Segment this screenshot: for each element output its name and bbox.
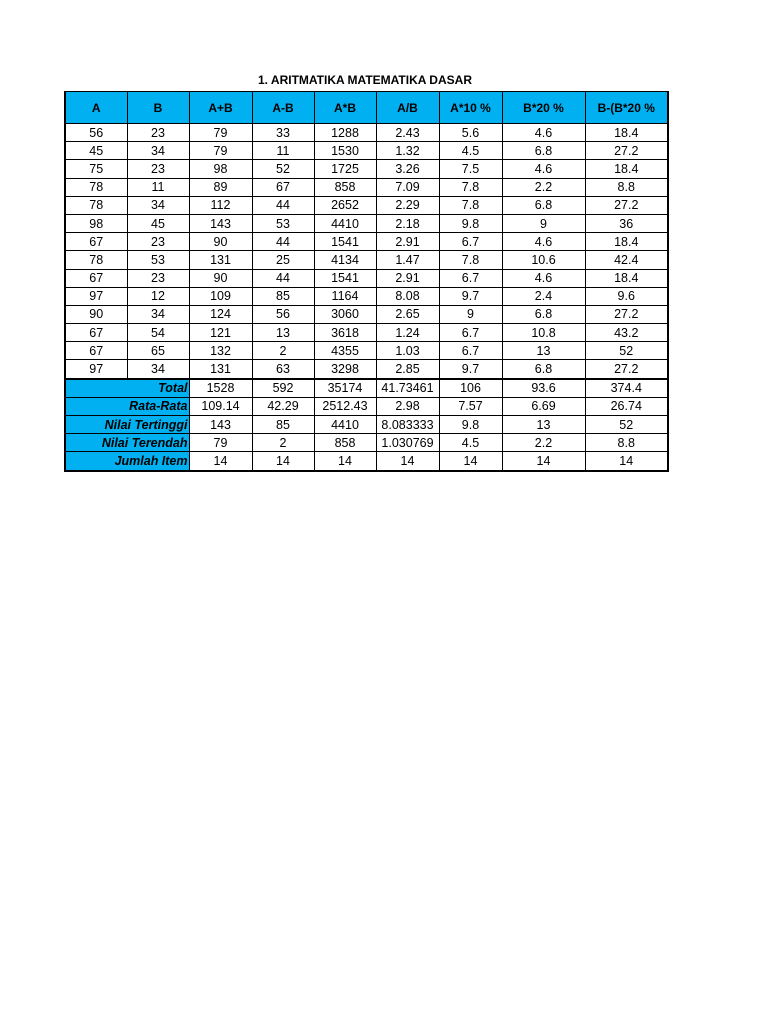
table-cell[interactable]: 4410 — [314, 214, 376, 232]
column-header-a-plus-b[interactable]: A+B — [189, 92, 252, 124]
summary-cell[interactable]: 14 — [585, 452, 668, 471]
table-cell[interactable]: 6.8 — [502, 196, 585, 214]
summary-cell[interactable]: 2 — [252, 434, 314, 452]
table-cell[interactable]: 6.8 — [502, 305, 585, 323]
summary-cell[interactable]: 109.14 — [189, 397, 252, 415]
table-row — [65, 287, 668, 305]
sheet-title: 1. ARITMATIKA MATEMATIKA DASAR — [258, 73, 472, 87]
table-cell[interactable]: 23 — [127, 233, 189, 251]
table-cell[interactable]: 2652 — [314, 196, 376, 214]
table-cell[interactable]: 1288 — [314, 124, 376, 142]
table-cell[interactable]: 9.8 — [439, 214, 502, 232]
table-cell[interactable]: 78 — [65, 196, 127, 214]
summary-cell[interactable]: 858 — [314, 434, 376, 452]
table-row — [65, 178, 668, 196]
table-cell[interactable]: 1541 — [314, 269, 376, 287]
summary-cell[interactable]: 13 — [502, 416, 585, 434]
summary-label[interactable]: Jumlah Item — [65, 452, 189, 471]
table-cell[interactable]: 23 — [127, 124, 189, 142]
summary-cell[interactable]: 1.030769 — [376, 434, 439, 452]
table-cell[interactable]: 1.47 — [376, 251, 439, 269]
table-cell[interactable]: 132 — [189, 342, 252, 360]
arithmetic-table — [64, 91, 669, 472]
table-cell[interactable]: 90 — [189, 269, 252, 287]
summary-cell[interactable]: 4.5 — [439, 434, 502, 452]
table-row — [65, 342, 668, 360]
summary-cell[interactable]: 85 — [252, 416, 314, 434]
summary-cell[interactable]: 8.083333 — [376, 416, 439, 434]
table-cell[interactable]: 52 — [252, 160, 314, 178]
table-cell[interactable]: 2.43 — [376, 124, 439, 142]
table-cell[interactable]: 45 — [65, 142, 127, 160]
table-cell[interactable]: 6.7 — [439, 269, 502, 287]
summary-cell[interactable]: 14 — [252, 452, 314, 471]
summary-cell[interactable]: 7.57 — [439, 397, 502, 415]
column-header-b[interactable]: B — [127, 92, 189, 124]
table-cell[interactable]: 2.65 — [376, 305, 439, 323]
table-cell[interactable]: 3298 — [314, 360, 376, 379]
table-cell[interactable]: 79 — [189, 142, 252, 160]
table-cell[interactable]: 56 — [252, 305, 314, 323]
table-cell[interactable]: 27.2 — [585, 142, 668, 160]
table-row — [65, 160, 668, 178]
table-cell[interactable]: 4.6 — [502, 124, 585, 142]
table-cell[interactable]: 18.4 — [585, 160, 668, 178]
table-row — [65, 196, 668, 214]
table-cell[interactable]: 18.4 — [585, 124, 668, 142]
table-row — [65, 214, 668, 232]
table-row — [65, 324, 668, 342]
table-cell[interactable]: 7.09 — [376, 178, 439, 196]
table-cell[interactable]: 34 — [127, 142, 189, 160]
table-cell[interactable]: 9 — [439, 305, 502, 323]
table-cell[interactable]: 43.2 — [585, 324, 668, 342]
table-cell[interactable]: 98 — [189, 160, 252, 178]
table-cell[interactable]: 89 — [189, 178, 252, 196]
summary-row — [65, 397, 668, 415]
table-cell[interactable]: 44 — [252, 196, 314, 214]
table-cell[interactable]: 63 — [252, 360, 314, 379]
summary-row — [65, 434, 668, 452]
column-header-a[interactable]: A — [65, 92, 127, 124]
table-cell[interactable]: 1.32 — [376, 142, 439, 160]
column-header-a-minus-b[interactable]: A-B — [252, 92, 314, 124]
table-cell[interactable]: 53 — [252, 214, 314, 232]
table-cell[interactable]: 27.2 — [585, 196, 668, 214]
table-cell[interactable]: 54 — [127, 324, 189, 342]
table-cell[interactable]: 1530 — [314, 142, 376, 160]
table-cell[interactable]: 6.8 — [502, 142, 585, 160]
summary-cell[interactable]: 52 — [585, 416, 668, 434]
table-cell[interactable]: 53 — [127, 251, 189, 269]
summary-cell[interactable]: 14 — [189, 452, 252, 471]
table-cell[interactable]: 79 — [189, 124, 252, 142]
table-cell[interactable]: 4355 — [314, 342, 376, 360]
summary-cell[interactable]: 14 — [439, 452, 502, 471]
table-cell[interactable]: 6.8 — [502, 360, 585, 379]
table-cell[interactable]: 78 — [65, 251, 127, 269]
summary-cell[interactable]: 14 — [376, 452, 439, 471]
table-cell[interactable]: 3060 — [314, 305, 376, 323]
table-row — [65, 360, 668, 379]
table-cell[interactable]: 143 — [189, 214, 252, 232]
summary-label[interactable]: Total — [65, 379, 189, 398]
table-cell[interactable]: 75 — [65, 160, 127, 178]
table-row — [65, 251, 668, 269]
table-cell[interactable]: 2.2 — [502, 178, 585, 196]
table-cell[interactable]: 34 — [127, 305, 189, 323]
table-cell[interactable]: 109 — [189, 287, 252, 305]
summary-label[interactable]: Nilai Terendah — [65, 434, 189, 452]
table-cell[interactable]: 858 — [314, 178, 376, 196]
summary-cell[interactable]: 14 — [502, 452, 585, 471]
table-cell[interactable]: 97 — [65, 287, 127, 305]
summary-cell[interactable]: 6.69 — [502, 397, 585, 415]
summary-cell[interactable]: 143 — [189, 416, 252, 434]
table-cell[interactable]: 18.4 — [585, 233, 668, 251]
table-cell[interactable]: 27.2 — [585, 360, 668, 379]
table-cell[interactable]: 67 — [65, 269, 127, 287]
table-cell[interactable]: 8.8 — [585, 178, 668, 196]
table-row — [65, 233, 668, 251]
table-cell[interactable]: 2 — [252, 342, 314, 360]
table-row — [65, 305, 668, 323]
summary-cell[interactable]: 1528 — [189, 379, 252, 398]
table-cell[interactable]: 52 — [585, 342, 668, 360]
table-cell[interactable]: 4134 — [314, 251, 376, 269]
table-cell[interactable]: 97 — [65, 360, 127, 379]
table-cell[interactable]: 7.8 — [439, 196, 502, 214]
summary-label[interactable]: Nilai Tertinggi — [65, 416, 189, 434]
table-cell[interactable]: 6.7 — [439, 233, 502, 251]
table-cell[interactable]: 12 — [127, 287, 189, 305]
summary-cell[interactable]: 35174 — [314, 379, 376, 398]
table-cell[interactable]: 34 — [127, 360, 189, 379]
summary-row — [65, 416, 668, 434]
table-cell[interactable]: 13 — [502, 342, 585, 360]
table-cell[interactable]: 1725 — [314, 160, 376, 178]
table-cell[interactable]: 3.26 — [376, 160, 439, 178]
table-row — [65, 142, 668, 160]
table-cell[interactable]: 67 — [252, 178, 314, 196]
table-cell[interactable]: 78 — [65, 178, 127, 196]
table-cell[interactable]: 67 — [65, 342, 127, 360]
table-cell[interactable]: 85 — [252, 287, 314, 305]
table-cell[interactable]: 23 — [127, 269, 189, 287]
table-cell[interactable]: 121 — [189, 324, 252, 342]
table-cell[interactable]: 6.7 — [439, 324, 502, 342]
table-cell[interactable]: 56 — [65, 124, 127, 142]
summary-label[interactable]: Rata-Rata — [65, 397, 189, 415]
table-cell[interactable]: 9.7 — [439, 360, 502, 379]
table-cell[interactable]: 9 — [502, 214, 585, 232]
summary-cell[interactable]: 93.6 — [502, 379, 585, 398]
summary-cell[interactable]: 106 — [439, 379, 502, 398]
table-cell[interactable]: 33 — [252, 124, 314, 142]
summary-cell[interactable]: 4410 — [314, 416, 376, 434]
table-cell[interactable]: 27.2 — [585, 305, 668, 323]
summary-cell[interactable]: 26.74 — [585, 397, 668, 415]
table-cell[interactable]: 65 — [127, 342, 189, 360]
table-cell[interactable]: 112 — [189, 196, 252, 214]
table-cell[interactable]: 4.6 — [502, 233, 585, 251]
table-cell[interactable]: 4.5 — [439, 142, 502, 160]
summary-cell[interactable]: 41.73461 — [376, 379, 439, 398]
table-cell[interactable]: 23 — [127, 160, 189, 178]
table-cell[interactable]: 2.18 — [376, 214, 439, 232]
table-cell[interactable]: 131 — [189, 360, 252, 379]
table-cell[interactable]: 45 — [127, 214, 189, 232]
table-cell[interactable]: 25 — [252, 251, 314, 269]
summary-cell[interactable]: 14 — [314, 452, 376, 471]
table-cell[interactable]: 1541 — [314, 233, 376, 251]
column-header-a-div-b[interactable]: A/B — [376, 92, 439, 124]
table-cell[interactable]: 8.08 — [376, 287, 439, 305]
summary-cell[interactable]: 9.8 — [439, 416, 502, 434]
table-cell[interactable]: 13 — [252, 324, 314, 342]
table-cell[interactable]: 44 — [252, 269, 314, 287]
summary-cell[interactable]: 2.2 — [502, 434, 585, 452]
summary-cell[interactable]: 42.29 — [252, 397, 314, 415]
table-cell[interactable]: 90 — [189, 233, 252, 251]
table-cell[interactable]: 9.7 — [439, 287, 502, 305]
table-cell[interactable]: 6.7 — [439, 342, 502, 360]
table-cell[interactable]: 1.03 — [376, 342, 439, 360]
summary-cell[interactable]: 8.8 — [585, 434, 668, 452]
table-cell[interactable]: 34 — [127, 196, 189, 214]
table-cell[interactable]: 124 — [189, 305, 252, 323]
table-body — [65, 124, 668, 379]
table-cell[interactable]: 5.6 — [439, 124, 502, 142]
summary-cell[interactable]: 2.98 — [376, 397, 439, 415]
summary-cell[interactable]: 2512.43 — [314, 397, 376, 415]
table-cell[interactable]: 1.24 — [376, 324, 439, 342]
table-cell[interactable]: 10.6 — [502, 251, 585, 269]
table-cell[interactable]: 11 — [127, 178, 189, 196]
table-cell[interactable]: 4.6 — [502, 160, 585, 178]
summary-cell[interactable]: 374.4 — [585, 379, 668, 398]
table-cell[interactable]: 67 — [65, 324, 127, 342]
column-header-b-minus-b-20-pct[interactable]: B-(B*20 % — [585, 92, 668, 124]
table-cell[interactable]: 2.91 — [376, 233, 439, 251]
summary-cell[interactable]: 79 — [189, 434, 252, 452]
summary-row — [65, 379, 668, 398]
table-cell[interactable]: 98 — [65, 214, 127, 232]
table-cell[interactable]: 7.5 — [439, 160, 502, 178]
column-header-a-10-pct[interactable]: A*10 % — [439, 92, 502, 124]
table-cell[interactable]: 131 — [189, 251, 252, 269]
table-row — [65, 269, 668, 287]
table-cell[interactable]: 9.6 — [585, 287, 668, 305]
table-cell[interactable]: 36 — [585, 214, 668, 232]
table-cell[interactable]: 2.91 — [376, 269, 439, 287]
table-cell[interactable]: 7.8 — [439, 178, 502, 196]
table-cell[interactable]: 2.29 — [376, 196, 439, 214]
column-header-a-times-b[interactable]: A*B — [314, 92, 376, 124]
table-cell[interactable]: 67 — [65, 233, 127, 251]
table-cell[interactable]: 11 — [252, 142, 314, 160]
table-cell[interactable]: 90 — [65, 305, 127, 323]
table-cell[interactable]: 7.8 — [439, 251, 502, 269]
summary-section — [65, 379, 668, 471]
column-header-b-20-pct[interactable]: B*20 % — [502, 92, 585, 124]
table-cell[interactable]: 10.8 — [502, 324, 585, 342]
table-cell[interactable]: 42.4 — [585, 251, 668, 269]
table-cell[interactable]: 44 — [252, 233, 314, 251]
header-row — [65, 92, 668, 124]
table-cell[interactable]: 4.6 — [502, 269, 585, 287]
table-cell[interactable]: 2.85 — [376, 360, 439, 379]
summary-row — [65, 452, 668, 471]
table-row — [65, 124, 668, 142]
summary-cell[interactable]: 592 — [252, 379, 314, 398]
table-cell[interactable]: 1164 — [314, 287, 376, 305]
table-cell[interactable]: 2.4 — [502, 287, 585, 305]
table-cell[interactable]: 3618 — [314, 324, 376, 342]
table-cell[interactable]: 18.4 — [585, 269, 668, 287]
